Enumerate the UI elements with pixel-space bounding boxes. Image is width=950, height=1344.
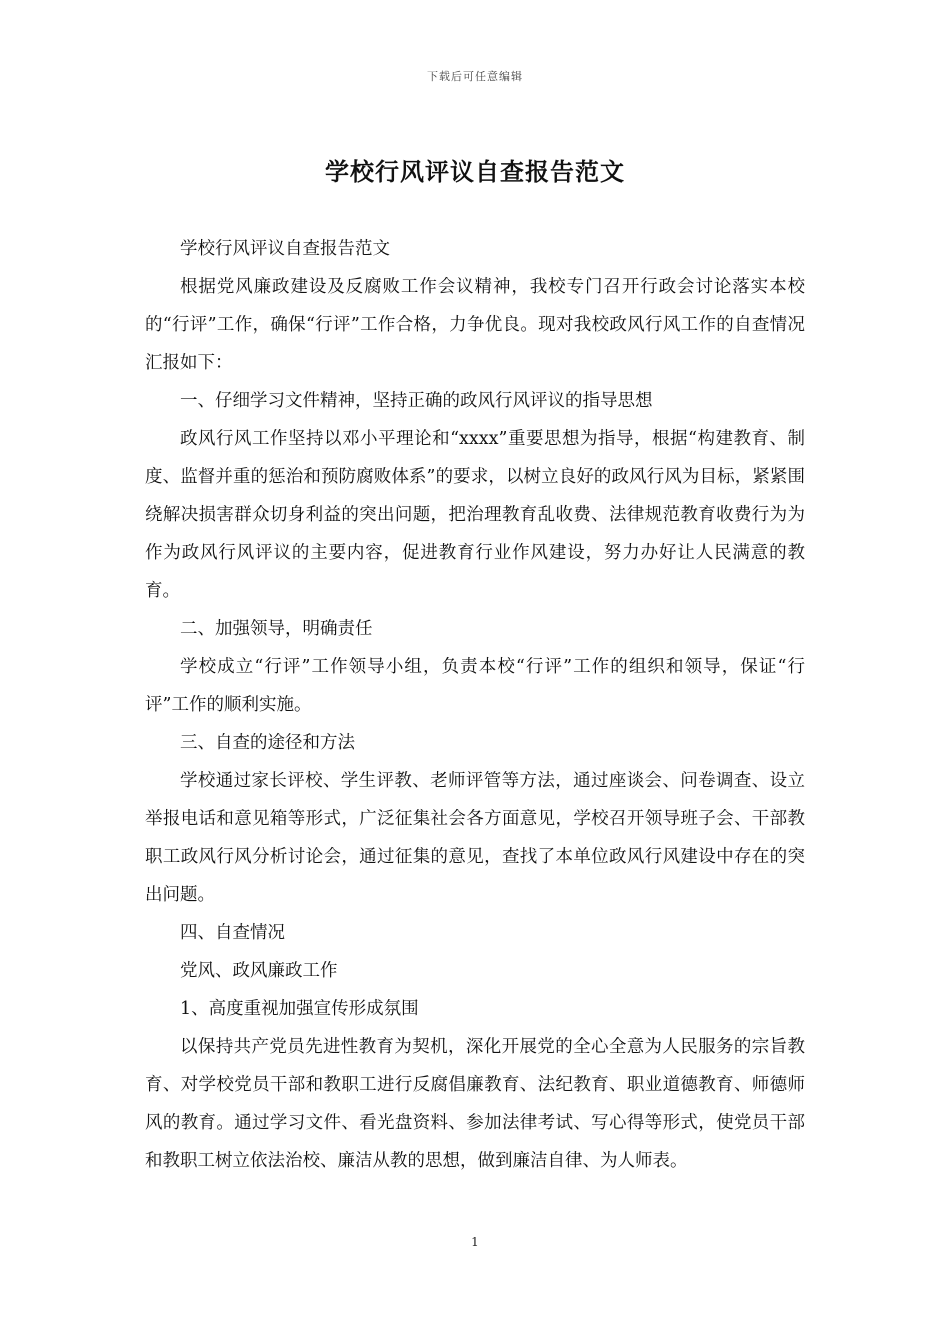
header-note: 下载后可任意编辑 [427,70,523,83]
section-heading-1: 一、仔细学习文件精神，坚持正确的政风行风评议的指导思想 [180,391,653,411]
paragraph-intro: 根据党风廉政建设及反腐败工作会议精神，我校专门召开行政会讨论落实本校的“行评”工作，确保“行评”工作合格，力争优良。现对我校政风行风工作的自查情况汇报如下： [145,277,805,373]
paragraph: 政风行风工作坚持以邓小平理论和“xxxx”重要思想为指导，根据“构建教育、制度、监督并重的惩治和预防腐败体系”的要求，以树立良好的政风行风为目标，紧紧围绕解决损害群众切身利益的突出问题，把治理教育乱收费、法律规范教育收费行为为作为政风行风评议的主要内容，促进教育行业作风建设，努力办好让人民满意的教育。 [145,429,805,601]
paragraph: 学校通过家长评校、学生评教、老师评管等方法，通过座谈会、问卷调查、设立举报电话和意见箱等形式，广泛征集社会各方面意见，学校召开领导班子会、干部教职工政风行风分析讨论会，通过征集的意见，查找了本单位政风行风建设中存在的突出问题。 [145,771,805,905]
document-body [145,230,805,1180]
section-heading-3: 三、自查的途径和方法 [180,733,355,753]
paragraph: 学校成立“行评”工作领导小组，负责本校“行评”工作的组织和领导，保证“行评”工作的顺利实施。 [145,657,805,715]
section-heading-2: 二、加强领导，明确责任 [180,619,373,639]
paragraph: 以保持共产党员先进性教育为契机，深化开展党的全心全意为人民服务的宗旨教育、对学校党员干部和教职工进行反腐倡廉教育、法纪教育、职业道德教育、师德师风的教育。通过学习文件、看光盘资料、参加法律考试、写心得等形式，使党员干部和教职工树立依法治校、廉洁从教的思想，做到廉洁自律、为人师表。 [145,1037,805,1171]
page-number: 1 [471,1235,479,1249]
paragraph-subtitle: 学校行风评议自查报告范文 [180,239,390,259]
numbered-heading: 1、高度重视加强宣传形成氛围 [180,999,419,1019]
document-title: 学校行风评议自查报告范文 [325,157,625,186]
section-heading-4: 四、自查情况 [180,923,285,943]
subsection-heading: 党风、政风廉政工作 [180,961,338,981]
